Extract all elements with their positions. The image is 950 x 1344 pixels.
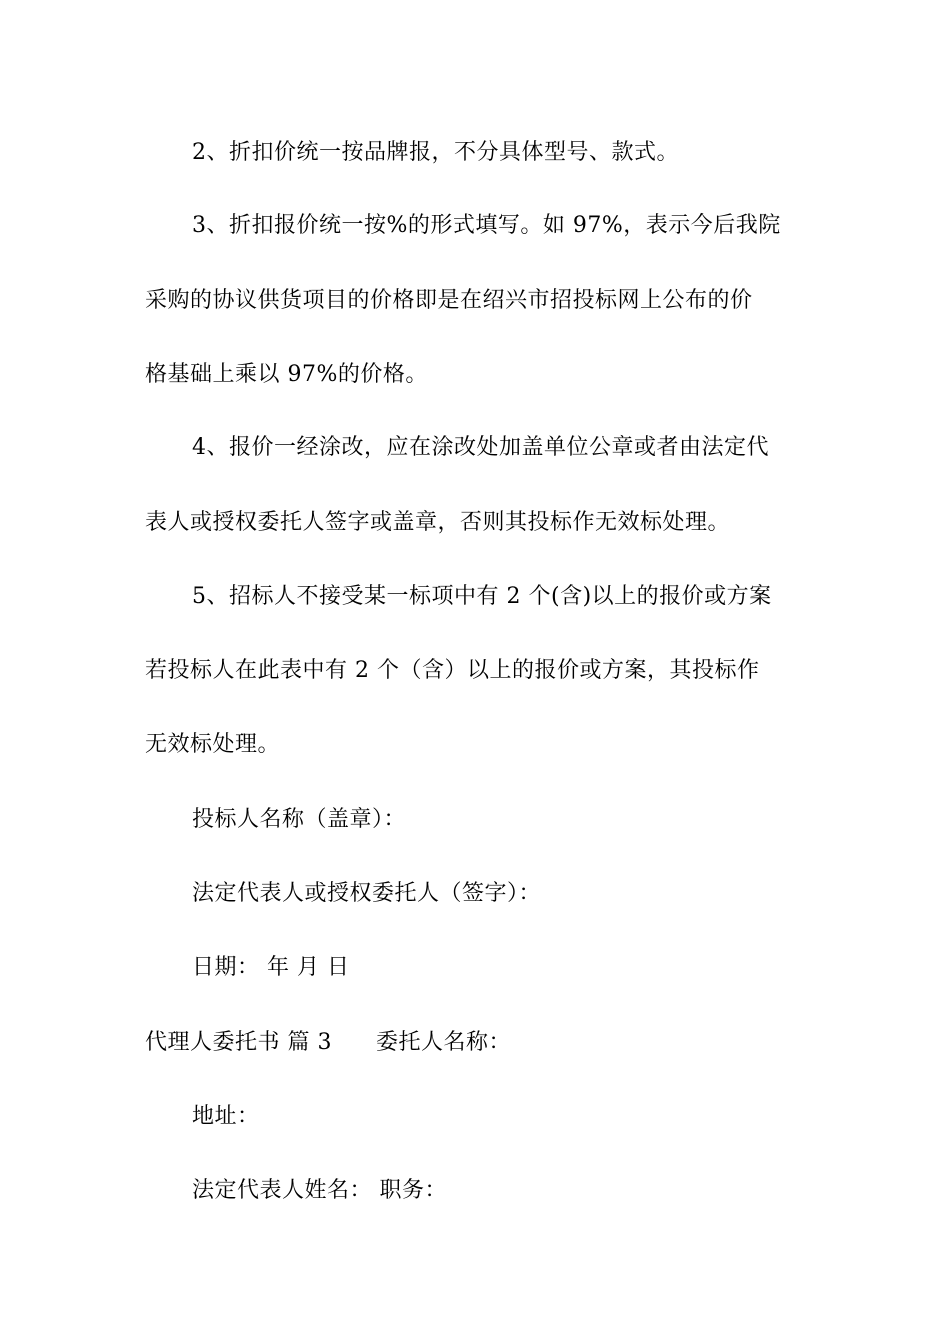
date-field: 日期： 年 月 日 xyxy=(192,955,350,980)
paragraph-line: 2、折扣价统一按品牌报，不分具体型号、款式。 xyxy=(192,140,679,165)
principal-name-field: 委托人名称： xyxy=(375,1030,511,1055)
paragraph-line: 5、招标人不接受某一标项中有 2 个(含)以上的报价或方案 xyxy=(192,584,772,609)
bidder-name-field: 投标人名称（盖章）： xyxy=(192,807,407,832)
paragraph-line: 格基础上乘以 97%的价格。 xyxy=(145,362,428,387)
paragraph-line: 4、报价一经涂改，应在涂改处加盖单位公章或者由法定代 xyxy=(192,435,769,460)
paragraph-line: 若投标人在此表中有 2 个（含）以上的报价或方案，其投标作 xyxy=(145,658,760,683)
paragraph-line: 表人或授权委托人签字或盖章，否则其投标作无效标处理。 xyxy=(145,510,731,535)
section-heading-line xyxy=(145,1029,815,1057)
legal-representative-field: 法定代表人姓名： 职务： xyxy=(192,1178,447,1203)
representative-signature-field: 法定代表人或授权委托人（签字）： xyxy=(192,881,542,906)
paragraph-line: 3、折扣报价统一按%的形式填写。如 97%，表示今后我院 xyxy=(192,213,781,238)
section-title: 代理人委托书 篇 3 xyxy=(145,1030,332,1055)
address-field: 地址： xyxy=(192,1104,260,1129)
paragraph-line: 采购的协议供货项目的价格即是在绍兴市招投标网上公布的价 xyxy=(145,288,753,313)
paragraph-line: 无效标处理。 xyxy=(145,732,281,757)
